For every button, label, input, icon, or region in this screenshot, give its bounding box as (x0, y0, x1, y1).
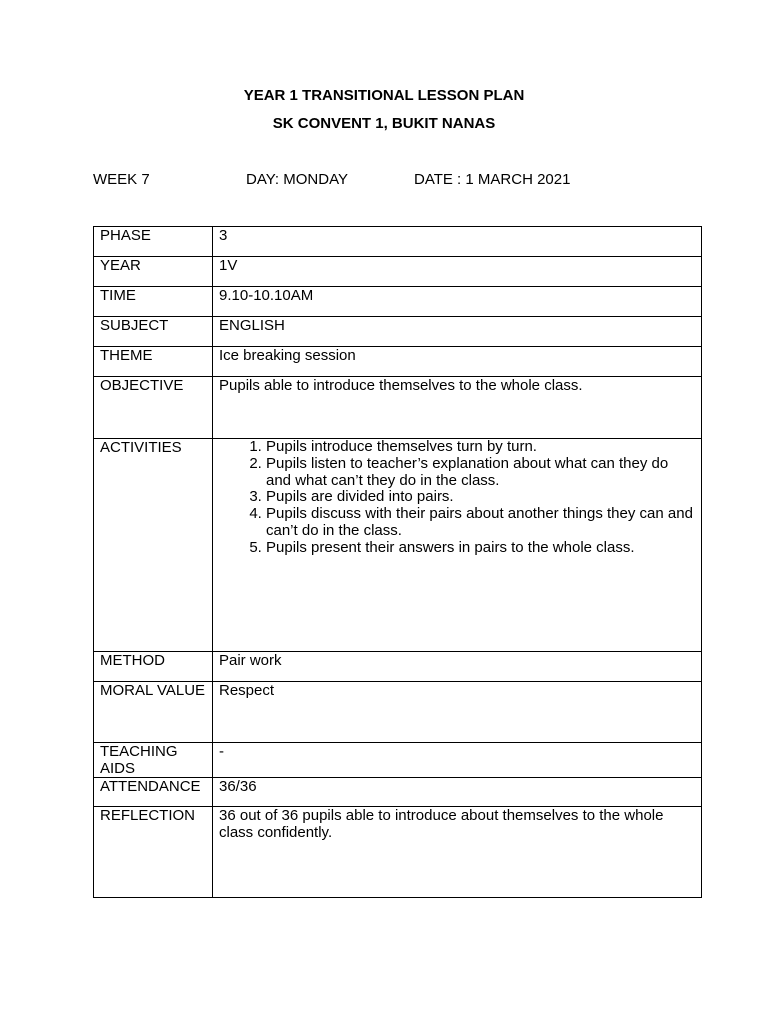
school-name: SK CONVENT 1, BUKIT NANAS (272, 115, 496, 132)
subject-value: ENGLISH (213, 317, 702, 347)
table-row-method (94, 652, 702, 682)
table-row-reflection (94, 807, 702, 898)
phase-label: PHASE (94, 227, 213, 257)
activities-cell (213, 439, 702, 652)
method-value: Pair work (213, 652, 702, 682)
year-value: 1V (213, 257, 702, 287)
subject-label: SUBJECT (94, 317, 213, 347)
moral-value-label: MORAL VALUE (94, 682, 213, 743)
activity-item: 1. Pupils introduce themselves turn by turn. (266, 439, 695, 456)
date-label: DATE : 1 MARCH 2021 (414, 171, 571, 188)
teaching-aids-value: - (213, 743, 702, 778)
table-row-year (94, 257, 702, 287)
time-value: 9.10-10.10AM (213, 287, 702, 317)
theme-value: Ice breaking session (213, 347, 702, 377)
table-row-theme (94, 347, 702, 377)
table-row-objective (94, 377, 702, 439)
reflection-label: REFLECTION (94, 807, 213, 898)
table-row-attendance (94, 778, 702, 807)
phase-value: 3 (213, 227, 702, 257)
table-row-moral-value (94, 682, 702, 743)
table-row-subject (94, 317, 702, 347)
table-row-phase (94, 227, 702, 257)
lesson-plan-table (93, 226, 702, 898)
activity-item: 3. Pupils are divided into pairs. (266, 489, 695, 506)
activity-item: 4. Pupils discuss with their pairs about another things they can and can’t do in the class. (266, 506, 695, 540)
method-label: METHOD (94, 652, 213, 682)
activity-item: 2. Pupils listen to teacher’s explanation about what can they do and what can’t they do in the class. (266, 456, 695, 490)
activities-label: ACTIVITIES (94, 439, 213, 652)
activities-list (219, 439, 695, 557)
activity-item: 5. Pupils present their answers in pairs to the whole class. (266, 540, 695, 557)
teaching-aids-label: TEACHING AIDS (94, 743, 213, 778)
objective-label: OBJECTIVE (94, 377, 213, 439)
theme-label: THEME (94, 347, 213, 377)
document-title: YEAR 1 TRANSITIONAL LESSON PLAN (243, 87, 525, 104)
table-row-activities (94, 439, 702, 652)
table-row-time (94, 287, 702, 317)
time-label: TIME (94, 287, 213, 317)
attendance-value: 36/36 (213, 778, 702, 807)
moral-value-value: Respect (213, 682, 702, 743)
day-label: DAY: MONDAY (246, 171, 348, 188)
objective-value: Pupils able to introduce themselves to the whole class. (213, 377, 702, 439)
week-label: WEEK 7 (93, 171, 150, 188)
table-row-teaching-aids (94, 743, 702, 778)
reflection-value: 36 out of 36 pupils able to introduce about themselves to the whole class confidently. (213, 807, 702, 898)
attendance-label: ATTENDANCE (94, 778, 213, 807)
year-label: YEAR (94, 257, 213, 287)
